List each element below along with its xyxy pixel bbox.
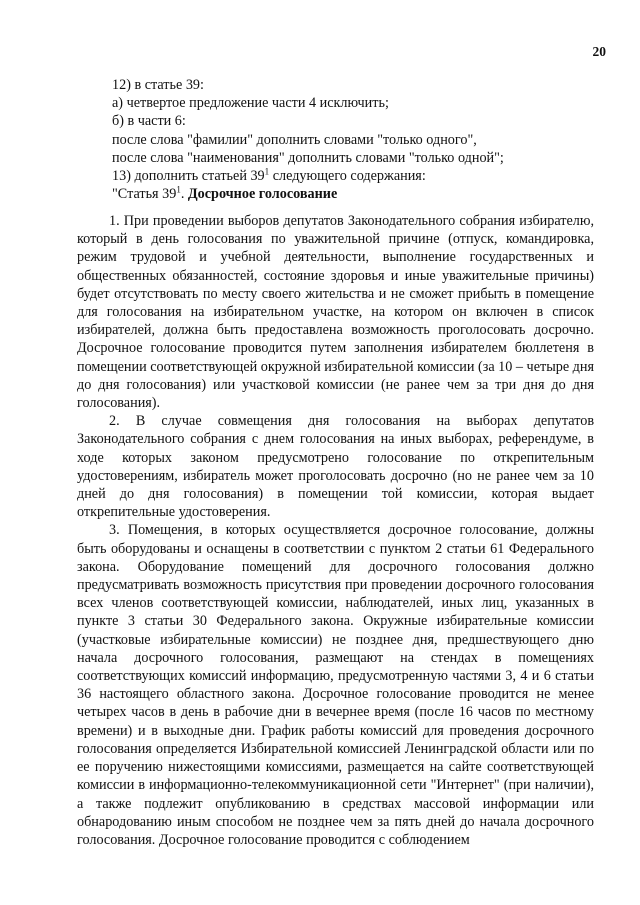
amendment-line: после слова "наименования" дополнить словами "только одной"; xyxy=(112,149,504,166)
article-prefix: "Статья 39 xyxy=(112,186,177,203)
amendment-text: 13) дополнить статьей 39 xyxy=(112,168,265,185)
paragraph-number: 2. xyxy=(109,413,120,430)
paragraph-text: При проведении выборов депутатов Законодательного собрания избирателю, который в день голосования по уважительной причине (отпуск, командировка, режим трудовой и учебной деятельности, выполнение государственных и общественных обязанностей, состояние здоровья и иные уважительные причины) будет отсутствовать по месту своего жительства и не сможет прибыть в помещение для голосования на избирательном участке, на котором он включен в список избирателей, должна быть предоставлена возможность проголосовать досрочно. Досрочное голосование проводится путем заполнения избирателем бюллетеня в помещении соответствующей окружной избирательной комиссии (за 10 – четыре дня до дня голосования) или участковой комиссии (не ранее чем за три дня до дня голосования). xyxy=(77,213,595,412)
amendment-line: б) в части 6: xyxy=(112,113,186,130)
paragraph-number: 1. xyxy=(109,213,120,229)
amendment-line: 12) в статье 39: xyxy=(112,77,204,93)
article-body xyxy=(77,212,594,849)
amendment-line: а) четвертое предложение части 4 исключить; xyxy=(112,95,389,112)
amendment-line: после слова "фамилии" дополнить словами "только одного", xyxy=(112,131,477,148)
amendment-line xyxy=(112,167,592,185)
amendment-list xyxy=(112,76,592,203)
paragraph xyxy=(77,521,594,849)
paragraph xyxy=(77,412,594,521)
superscript: 1 xyxy=(176,184,181,195)
article-separator: . xyxy=(180,186,188,203)
article-title: Досрочное голосование xyxy=(187,186,338,203)
superscript: 1 xyxy=(264,166,270,177)
page-number: 20 xyxy=(592,44,606,59)
article-heading xyxy=(112,185,592,203)
amendment-text: следующего содержания: xyxy=(272,168,426,185)
paragraph xyxy=(77,212,594,412)
paragraph-text: В случае совмещения дня голосования на выборах депутатов Законодательного собрания с днем голосования на иных выборах, референдуме, в ходе которых законом предусмотрено голосование по открепительным удостоверениям, избиратель может проголосовать досрочно (но не ранее чем за 10 дней до дня голосования) в помещении той комиссии, которая выдает открепительные удостоверения. xyxy=(77,413,595,521)
paragraph-text: Помещения, в которых осуществляется досрочное голосование, должны быть оборудованы и оснащены в соответствии с пунктом 2 статьи 61 Федерального закона. Оборудование помещений для досрочного голосования должно предусматривать возможность присутствия при проведении досрочного голосования всех членов соответствующей комиссии, наблюдателей, иных лиц, указанных в пункте 3 статьи 30 Федерального закона. Окружные избирательные комиссии (участковые избирательные комиссии) не позднее дня, предшествующего дню начала досрочного голосования, размещают на стендах в помещениях соответствующих комиссий информацию, предусмотренную частями 3, 4 и 6 статьи 36 настоящего областного закона. Досрочное голосование проводится не менее четырех часов в день в рабочие дни в вечернее время (после 16 часов по местному времени) и в выходные дни. График работы комиссий для проведения досрочного голосования определяется Избирательной комиссией Ленинградской области или по ее поручению нижестоящими комиссиями, размещается на сайте соответствующей комиссии в информационно-телекоммуникационной сети "Интернет" (при наличии), а также подлежит опубликованию в средствах массовой информации или обнародованию иным способом не позднее чем за пять дней до начала досрочного голосования. Досрочное голосование проводится с соблюдением xyxy=(77,522,594,848)
paragraph-number: 3. xyxy=(109,522,120,539)
